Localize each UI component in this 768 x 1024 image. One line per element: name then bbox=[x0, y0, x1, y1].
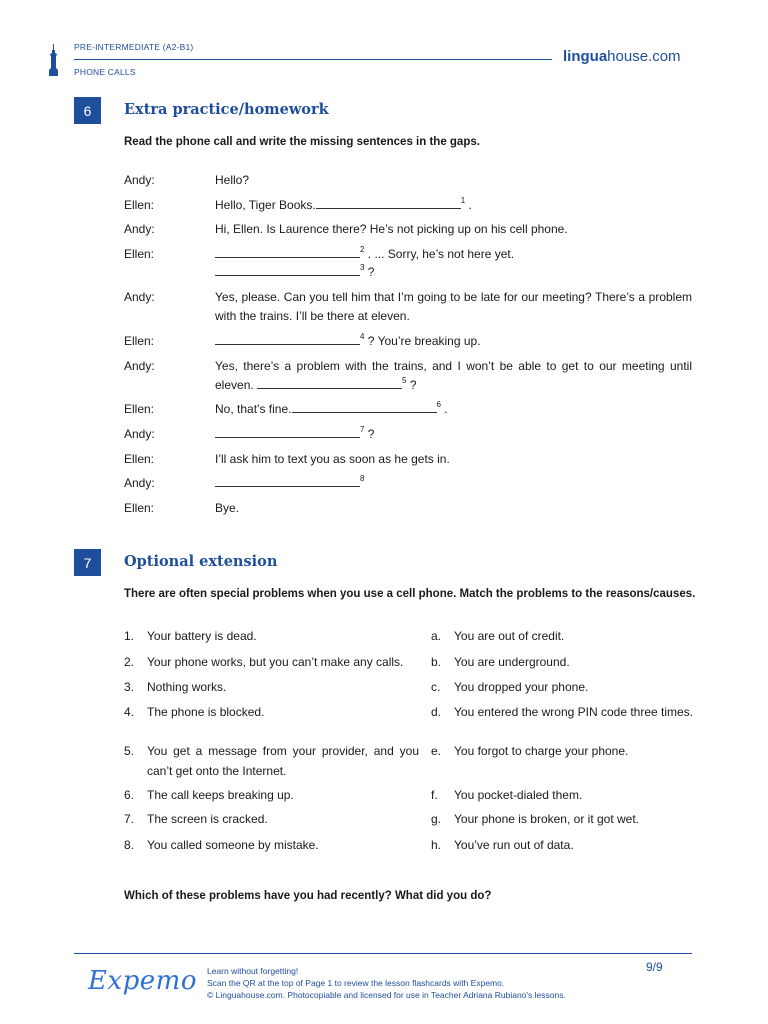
discussion-question: Which of these problems have you had recently? What did you do? bbox=[124, 890, 492, 902]
problem-item-text: The screen is cracked. bbox=[147, 812, 268, 826]
speech-after: . ... Sorry, he’s not here yet. bbox=[364, 247, 515, 261]
brand-bold: lingua bbox=[563, 48, 608, 65]
speaker-label: Ellen: bbox=[124, 452, 155, 466]
footer-divider bbox=[74, 953, 692, 954]
speech-after: ? You’re breaking up. bbox=[364, 334, 481, 348]
speech-before: Hello, Tiger Books. bbox=[215, 198, 316, 212]
brand-logo[interactable] bbox=[563, 48, 681, 65]
problem-item-text: You get a message from your provider, and you can’t get onto the Internet. bbox=[147, 744, 419, 778]
brand-rest: house.com bbox=[607, 48, 681, 65]
reason-item-number: e. bbox=[431, 744, 442, 758]
answer-gap[interactable] bbox=[215, 425, 360, 438]
gap-number: 8 bbox=[360, 474, 365, 483]
problem-item-number: 6. bbox=[124, 788, 135, 802]
reason-item-number: b. bbox=[431, 655, 442, 669]
speech-text bbox=[215, 474, 692, 493]
problem-item-text: You called someone by mistake. bbox=[147, 838, 319, 852]
problem-item-number: 5. bbox=[124, 744, 135, 758]
reason-item-number: f. bbox=[431, 788, 438, 802]
speech-before: Bye. bbox=[215, 501, 240, 515]
problem-item-number: 8. bbox=[124, 838, 135, 852]
problem-item-text: Your phone works, but you can’t make any calls. bbox=[147, 655, 404, 669]
speech-after: ? bbox=[364, 265, 375, 279]
reason-item-text: Your phone is broken, or it got wet. bbox=[454, 812, 640, 826]
answer-gap[interactable] bbox=[215, 474, 360, 487]
speech-text bbox=[215, 425, 692, 444]
topic-label: PHONE CALLS bbox=[74, 67, 136, 77]
reason-item-number: h. bbox=[431, 838, 442, 852]
gap-number: 2 bbox=[360, 245, 365, 254]
statue-of-liberty-icon bbox=[47, 44, 61, 76]
answer-gap[interactable] bbox=[316, 196, 461, 209]
problem-item-number: 7. bbox=[124, 812, 135, 826]
reason-item-number: d. bbox=[431, 705, 442, 719]
reason-item-text: You are out of credit. bbox=[454, 629, 565, 643]
gap-number: 1 bbox=[460, 196, 466, 205]
speaker-label: Andy: bbox=[124, 290, 155, 304]
problem-item-number: 2. bbox=[124, 655, 135, 669]
speech-before: Yes, please. Can you tell him that I’m going to be late for our meeting? There’s a problem with the trains. I’ll be there at eleven. bbox=[215, 290, 692, 323]
problem-item-number: 4. bbox=[124, 705, 135, 719]
reason-item-text: You are underground. bbox=[454, 655, 570, 669]
footer-tagline: Learn without forgetting! bbox=[207, 966, 299, 976]
problem-item-number: 3. bbox=[124, 680, 135, 694]
section-number-6: 6 bbox=[74, 97, 101, 124]
gap-number: 7 bbox=[360, 425, 365, 434]
speaker-label: Ellen: bbox=[124, 402, 155, 416]
problem-item-text: Nothing works. bbox=[147, 680, 227, 694]
speaker-label: Andy: bbox=[124, 476, 155, 490]
page-number: 9/9 bbox=[646, 960, 663, 974]
section-number-7: 7 bbox=[74, 549, 101, 576]
problem-item-number: 1. bbox=[124, 629, 135, 643]
reason-item-number: c. bbox=[431, 680, 441, 694]
speech-text bbox=[215, 288, 692, 325]
speech-text bbox=[215, 499, 692, 518]
speech-after: ? bbox=[406, 377, 417, 392]
reason-item-text: You entered the wrong PIN code three times. bbox=[454, 705, 694, 719]
speaker-label: Andy: bbox=[124, 359, 155, 373]
speaker-label: Ellen: bbox=[124, 247, 155, 261]
section-title-6: Extra practice/homework bbox=[124, 101, 329, 118]
speaker-label: Andy: bbox=[124, 173, 155, 187]
speech-text bbox=[215, 450, 692, 469]
speaker-label: Andy: bbox=[124, 222, 155, 236]
problem-item-text: The phone is blocked. bbox=[147, 705, 265, 719]
reason-item-text: You pocket-dialed them. bbox=[454, 788, 583, 802]
header-divider bbox=[74, 59, 552, 60]
expemo-logo[interactable]: Expemo bbox=[88, 966, 197, 996]
speaker-label: Ellen: bbox=[124, 198, 155, 212]
speech-text bbox=[215, 196, 692, 215]
speech-text bbox=[215, 220, 692, 239]
footer-qr-note: Scan the QR at the top of Page 1 to review the lesson flashcards with Expemo. bbox=[207, 978, 505, 988]
answer-gap[interactable] bbox=[292, 400, 437, 413]
gap-number: 3 bbox=[360, 263, 365, 272]
gap-number: 6 bbox=[436, 400, 441, 409]
speech-text bbox=[215, 400, 692, 419]
gap-number: 4 bbox=[360, 332, 365, 341]
section-6-instruction: Read the phone call and write the missing sentences in the gaps. bbox=[124, 136, 480, 148]
answer-gap[interactable] bbox=[215, 332, 360, 345]
speech-text bbox=[215, 263, 692, 282]
problem-item-text: The call keeps breaking up. bbox=[147, 788, 294, 802]
speech-after: ? bbox=[364, 427, 375, 441]
section-title-7: Optional extension bbox=[124, 553, 278, 570]
reason-item-number: a. bbox=[431, 629, 442, 643]
speech-before: No, that’s fine. bbox=[215, 402, 292, 416]
problem-item-text: Your battery is dead. bbox=[147, 629, 257, 643]
speech-text bbox=[215, 245, 692, 264]
speaker-label: Ellen: bbox=[124, 334, 155, 348]
speech-before: Hi, Ellen. Is Laurence there? He’s not picking up on his cell phone. bbox=[215, 222, 568, 236]
reason-item-text: You dropped your phone. bbox=[454, 680, 589, 694]
speaker-label: Andy: bbox=[124, 427, 155, 441]
speech-text bbox=[215, 332, 692, 351]
speech-before: I’ll ask him to text you as soon as he gets in. bbox=[215, 452, 450, 466]
speech-after: . bbox=[465, 198, 472, 212]
reason-item-number: g. bbox=[431, 812, 442, 826]
reason-item-text: You forgot to charge your phone. bbox=[454, 744, 629, 758]
answer-gap[interactable] bbox=[215, 263, 360, 276]
answer-gap[interactable] bbox=[257, 376, 402, 389]
speech-before: Yes, there’s a problem with the trains, and I won’t be able to get to our meeting until eleven. bbox=[215, 359, 692, 392]
reason-item-text: You’ve run out of data. bbox=[454, 838, 574, 852]
footer-copyright: © Linguahouse.com. Photocopiable and licensed for use in Teacher Adriana Rubiano's lessons. bbox=[207, 990, 566, 1000]
section-7-instruction: There are often special problems when you use a cell phone. Match the problems to the reasons/causes. bbox=[124, 588, 696, 600]
level-label: PRE-INTERMEDIATE (A2-B1) bbox=[74, 42, 194, 52]
gap-number: 5 bbox=[402, 375, 407, 385]
speech-after: . bbox=[440, 402, 448, 416]
speaker-label: Ellen: bbox=[124, 501, 155, 515]
speech-before: Hello? bbox=[215, 173, 250, 187]
answer-gap[interactable] bbox=[215, 245, 360, 258]
speech-text bbox=[215, 171, 692, 190]
speech-text bbox=[215, 357, 692, 394]
